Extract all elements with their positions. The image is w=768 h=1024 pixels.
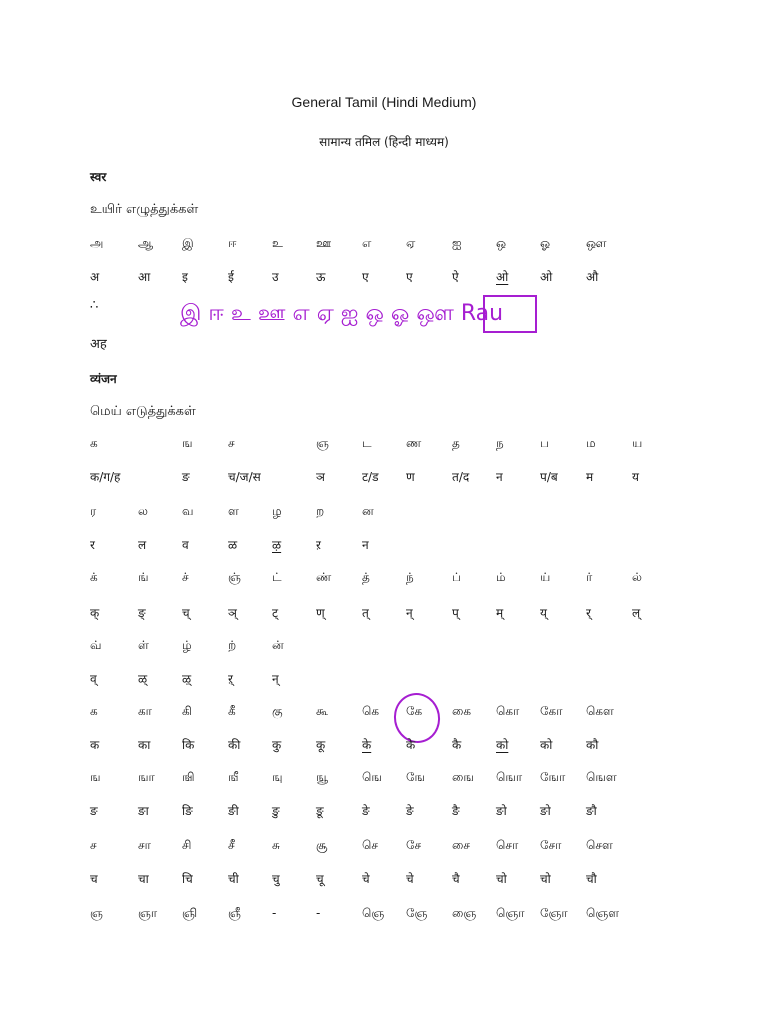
letter-cell: न्	[272, 672, 279, 686]
letter-cell: ஞி	[182, 906, 198, 920]
letter-cell: இ	[182, 236, 194, 250]
letter-cell: ङु	[272, 804, 280, 818]
letter-cell: ள	[228, 504, 239, 518]
page-subtitle: सामान्य तमिल (हिन्दी माध्यम)	[319, 135, 449, 149]
letter-cell: ஞொ	[496, 906, 525, 920]
letter-cell: ய	[632, 436, 643, 450]
letter-cell: ஞ	[316, 436, 329, 450]
letter-cell: -	[316, 906, 321, 920]
letter-cell: ङी	[228, 804, 239, 818]
letter-cell: கெ	[362, 704, 380, 718]
letter-row	[0, 870, 768, 892]
letter-cell: ர	[90, 504, 97, 518]
letter-row	[0, 604, 768, 626]
letter-row	[0, 436, 768, 458]
letter-cell: ஙா	[138, 770, 155, 784]
letter-row	[0, 802, 768, 824]
letter-cell: ஞ	[90, 906, 103, 920]
letter-cell: ஓ	[540, 236, 551, 250]
letter-cell: -	[272, 906, 277, 920]
letter-cell: ஈ	[228, 236, 237, 250]
letter-cell: के	[362, 738, 372, 752]
letter-cell: म्	[496, 606, 504, 620]
letter-cell: ட	[362, 436, 372, 450]
letter-cell: ङू	[316, 804, 324, 818]
letter-cell: ஙி	[182, 770, 195, 784]
letter-cell: சீ	[228, 838, 235, 852]
letter-cell: चो	[540, 872, 551, 886]
letter-cell: ஏ	[406, 236, 416, 250]
handwriting-svg	[170, 290, 590, 338]
letter-cell: ஙௌ	[586, 770, 617, 784]
letter-cell: ன	[362, 504, 374, 518]
letter-cell: ஞோ	[540, 906, 568, 920]
letter-cell: கூ	[316, 704, 329, 718]
letter-cell: प/ब	[540, 470, 558, 484]
letter-cell: சை	[452, 838, 470, 852]
letter-cell: य	[632, 470, 639, 484]
handwritten-text: இ ஈ உ ஊ எ ஏ ஐ ஒ ஓ ஔ Rau	[180, 301, 504, 326]
letter-cell: கே	[406, 704, 423, 718]
letter-cell: ஙூ	[316, 770, 329, 784]
letter-cell: को	[496, 738, 509, 752]
letter-cell: கி	[182, 704, 192, 718]
letter-cell: कै	[452, 738, 462, 752]
letter-cell: त/द	[452, 470, 470, 484]
letter-cell: கொ	[496, 704, 520, 718]
letter-cell: ஐ	[452, 236, 462, 250]
letter-cell: ஙு	[272, 770, 283, 784]
letter-cell: ण	[406, 470, 415, 484]
letter-cell: कि	[182, 738, 195, 752]
letter-cell: क्	[90, 606, 100, 620]
letter-cell: சௌ	[586, 838, 613, 852]
letter-cell: ழ்	[182, 638, 192, 652]
letter-cell: चौ	[586, 872, 597, 886]
letter-cell: चा	[138, 872, 149, 886]
letter-cell: சே	[406, 838, 422, 852]
letter-cell: ம்	[496, 570, 506, 584]
letter-cell: சு	[272, 838, 280, 852]
letter-cell: ச	[228, 436, 235, 450]
letter-row	[0, 268, 768, 290]
letter-cell: चे	[362, 872, 370, 886]
letter-cell: க்	[90, 570, 98, 584]
letter-cell: ள்	[138, 638, 149, 652]
letter-cell: ப	[540, 436, 549, 450]
letter-cell: न्	[406, 606, 413, 620]
letter-row	[0, 838, 768, 860]
letter-cell: ऐ	[452, 270, 459, 284]
letter-cell: ப்	[452, 570, 461, 584]
letter-cell: ஆ	[138, 236, 154, 250]
letter-row	[0, 770, 768, 792]
letter-cell: க	[90, 436, 98, 450]
letter-cell: ச	[90, 838, 97, 852]
letter-cell: ன்	[272, 638, 284, 652]
letter-row	[0, 236, 768, 258]
letter-cell: न	[362, 538, 369, 552]
letter-cell: ங	[90, 770, 101, 784]
letter-cell: चो	[496, 872, 507, 886]
letter-cell: ट्	[272, 606, 279, 620]
letter-cell: ण्	[316, 606, 325, 620]
letter-cell: ஞே	[406, 906, 428, 920]
letter-cell: न	[496, 470, 503, 484]
letter-cell: व्	[90, 672, 97, 686]
letter-cell: கு	[272, 704, 283, 718]
letter-cell: ஞை	[452, 906, 477, 920]
letter-cell: इ	[182, 270, 188, 284]
letter-cell: ஞௌ	[586, 906, 620, 920]
letter-cell: ய்	[540, 570, 551, 584]
letter-cell: र	[90, 538, 95, 552]
therefore-symbol: ∴	[90, 298, 99, 313]
letter-cell: கா	[138, 704, 152, 718]
page-title: General Tamil (Hindi Medium)	[291, 94, 477, 110]
letter-cell: ஔ	[586, 236, 607, 250]
letter-cell: ऊ	[316, 270, 326, 284]
letter-row	[0, 906, 768, 928]
letter-cell: का	[138, 738, 151, 752]
letter-cell: த்	[362, 570, 370, 584]
section-label-aha: अह	[90, 337, 107, 352]
letter-cell: ल्	[632, 606, 641, 620]
section-label-vyanjan: व्यंजन	[90, 372, 117, 386]
letter-cell: சா	[138, 838, 151, 852]
letter-cell: ङै	[452, 804, 460, 818]
letter-cell: ஒ	[496, 236, 507, 250]
letter-cell: य्	[540, 606, 547, 620]
letter-cell: ஙொ	[496, 770, 523, 784]
letter-cell: ல	[138, 504, 148, 518]
section-label-swar: स्वर	[90, 170, 107, 184]
letter-cell: आ	[138, 270, 151, 284]
letter-cell: த	[452, 436, 460, 450]
letter-cell: त्	[362, 606, 369, 620]
letter-cell: र्	[586, 606, 591, 620]
letter-cell: चै	[452, 872, 460, 886]
letter-cell: கீ	[228, 704, 236, 718]
letter-cell: की	[228, 738, 241, 752]
letter-cell: ई	[228, 270, 234, 284]
letter-cell: ற்	[228, 638, 237, 652]
letter-cell: कू	[316, 738, 326, 752]
letter-cell: சூ	[316, 838, 328, 852]
letter-cell: செ	[362, 838, 378, 852]
letter-cell: च	[90, 872, 98, 886]
letter-cell: अ	[90, 270, 100, 284]
letter-cell: வ்	[90, 638, 102, 652]
letter-cell: ळ	[228, 538, 238, 552]
letter-cell: ऱ्	[228, 672, 233, 686]
letter-cell: ஞா	[138, 906, 158, 920]
letter-cell: அ	[90, 236, 104, 250]
letter-cell: ङ्	[138, 606, 146, 620]
letter-cell: कौ	[586, 738, 599, 752]
letter-cell: ट/ड	[362, 470, 379, 484]
letter-cell: ङ	[90, 804, 98, 818]
letter-cell: ङ	[182, 470, 190, 484]
letter-cell: ழ	[272, 504, 282, 518]
letter-cell: ங்	[138, 570, 149, 584]
letter-cell: ङे	[406, 804, 414, 818]
letter-cell: ஞீ	[228, 906, 241, 920]
letter-cell: ङौ	[586, 804, 597, 818]
letter-cell: के	[406, 738, 416, 752]
letter-cell: ட்	[272, 570, 282, 584]
letter-cell: ர்	[586, 570, 593, 584]
letter-cell: ஙெ	[362, 770, 382, 784]
letter-cell: ङो	[540, 804, 551, 818]
letter-row	[0, 468, 768, 490]
letter-cell: को	[540, 738, 553, 752]
letter-cell: ची	[228, 872, 239, 886]
letter-cell: ங	[182, 436, 193, 450]
letter-cell: ए	[362, 270, 369, 284]
letter-cell: ऴ्	[182, 672, 192, 686]
letter-cell: ந	[496, 436, 504, 450]
letter-cell: चे	[406, 872, 414, 886]
letter-cell: ந்	[406, 570, 414, 584]
section-label-uyir: உயிர் எழுத்துக்கள்	[90, 202, 199, 217]
letter-cell: ल	[138, 538, 147, 552]
letter-cell: ஞ்	[228, 570, 241, 584]
section-label-mei: மெய் எடுத்துக்கள்	[90, 404, 196, 419]
letter-row	[0, 570, 768, 592]
letter-cell: சொ	[496, 838, 519, 852]
letter-cell: च्	[182, 606, 190, 620]
letter-cell: ஙோ	[540, 770, 566, 784]
letter-cell: ऴ	[272, 538, 282, 552]
letter-cell: ङे	[362, 804, 370, 818]
letter-cell: ற	[316, 504, 325, 518]
letter-cell: ஊ	[316, 236, 332, 250]
letter-cell: ம	[586, 436, 596, 450]
letter-cell: கோ	[540, 704, 563, 718]
letter-cell: ओ	[540, 270, 553, 284]
letter-cell: चि	[182, 872, 193, 886]
letter-cell: क/ग/ह	[90, 470, 121, 484]
letter-cell: ओ	[496, 270, 509, 284]
letter-cell: ஞெ	[362, 906, 385, 920]
letter-cell: ண	[406, 436, 422, 450]
letter-cell: ञ	[316, 470, 325, 484]
letter-cell: ङो	[496, 804, 507, 818]
letter-cell: कु	[272, 738, 282, 752]
letter-cell: ச்	[182, 570, 189, 584]
letter-cell: ல்	[632, 570, 642, 584]
letter-cell: च/ज/स	[228, 470, 261, 484]
letter-cell: ङि	[182, 804, 193, 818]
letter-cell: व	[182, 538, 189, 552]
letter-cell: प्	[452, 606, 459, 620]
letter-cell: ऱ	[316, 538, 321, 552]
letter-cell: உ	[272, 236, 283, 250]
letter-cell: औ	[586, 270, 599, 284]
letter-cell: ञ्	[228, 606, 237, 620]
letter-cell: எ	[362, 236, 372, 250]
letter-cell: चु	[272, 872, 280, 886]
letter-row	[0, 670, 768, 692]
handwritten-annotation	[170, 290, 590, 342]
letter-cell: ஙை	[452, 770, 474, 784]
letter-cell: क	[90, 738, 100, 752]
letter-cell: க	[90, 704, 98, 718]
letter-row	[0, 504, 768, 526]
letter-cell: ஙீ	[228, 770, 239, 784]
letter-cell: चू	[316, 872, 324, 886]
letter-cell: கௌ	[586, 704, 614, 718]
letter-cell: ए	[406, 270, 413, 284]
letter-cell: ङा	[138, 804, 149, 818]
letter-cell: ண்	[316, 570, 332, 584]
letter-cell: சி	[182, 838, 192, 852]
letter-cell: ळ्	[138, 672, 148, 686]
letter-cell: சோ	[540, 838, 562, 852]
letter-row	[0, 638, 768, 660]
letter-cell: வ	[182, 504, 194, 518]
letter-row	[0, 736, 768, 758]
letter-cell: ஙே	[406, 770, 426, 784]
letter-row	[0, 704, 768, 726]
letter-row	[0, 536, 768, 558]
letter-cell: उ	[272, 270, 279, 284]
letter-cell: म	[586, 470, 594, 484]
letter-cell: கை	[452, 704, 472, 718]
